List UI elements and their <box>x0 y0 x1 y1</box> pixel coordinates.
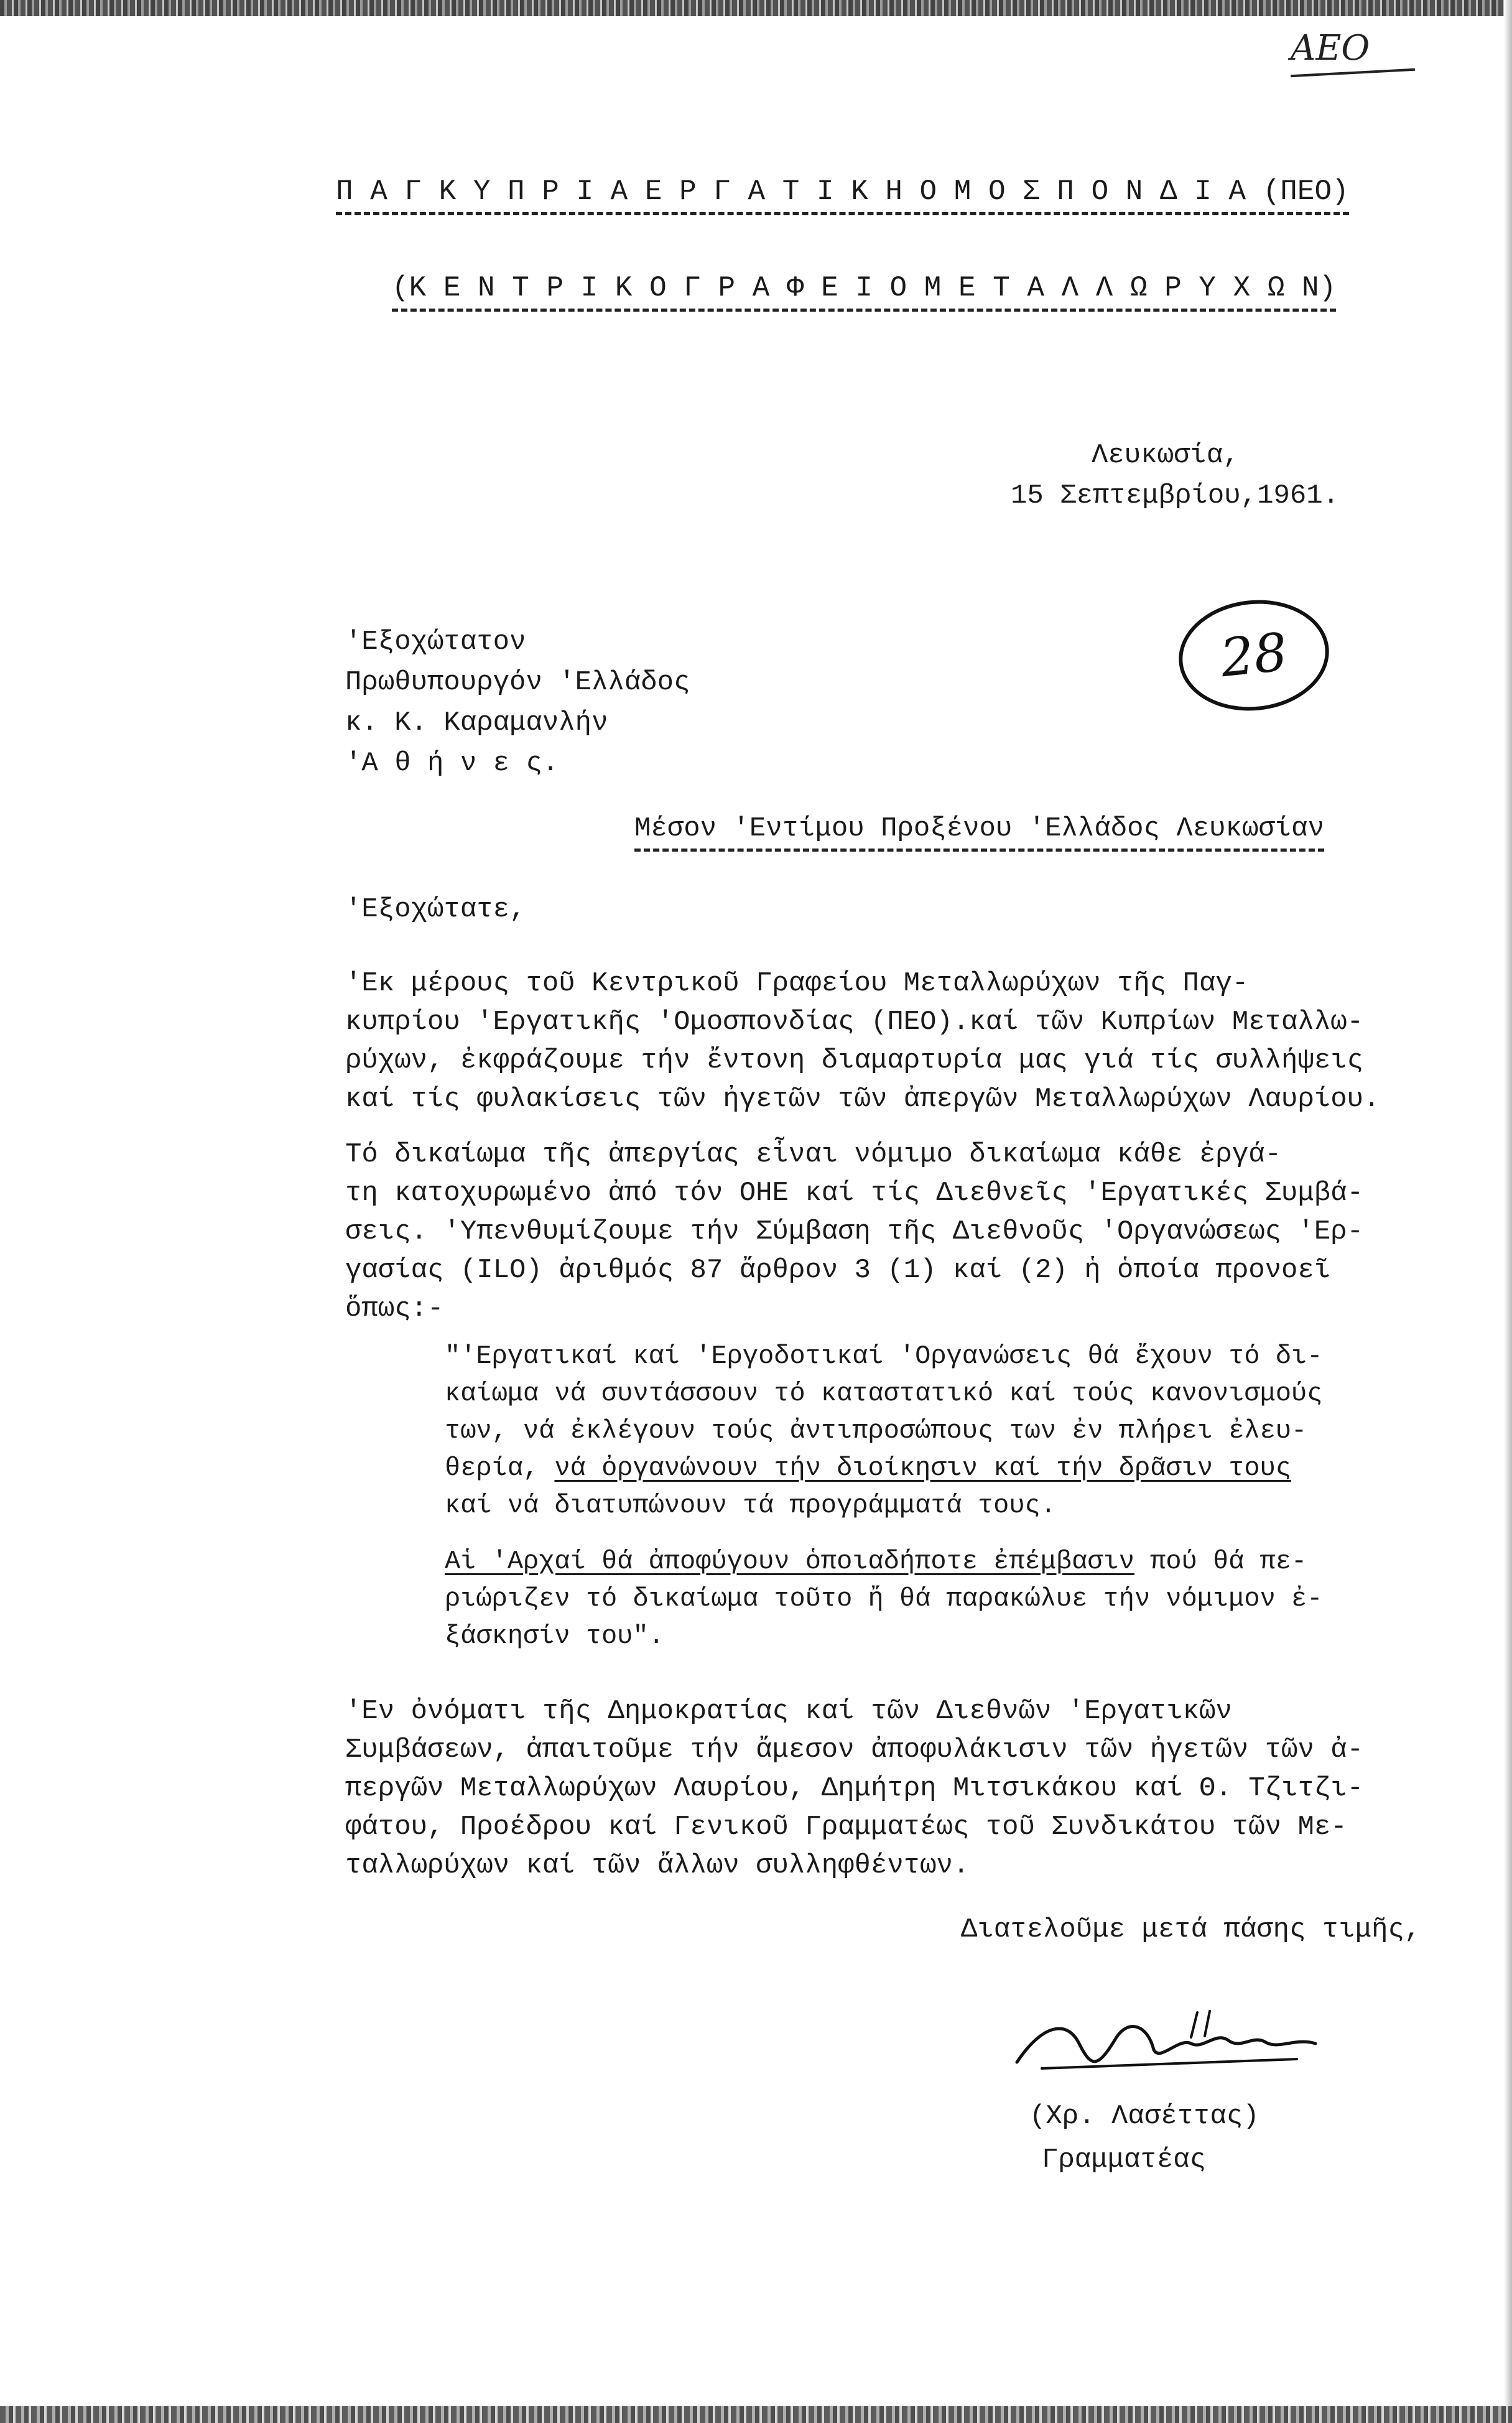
closing-formula: Διατελοῦμε μετά πάσης τιμῆς, <box>961 1914 1421 1945</box>
handwritten-mark-underline <box>1291 68 1415 77</box>
paragraph-3 <box>345 1692 1363 1885</box>
paragraph-2-line: ὅπως:- <box>345 1293 444 1324</box>
salutation: 'Εξοχώτατε, <box>345 894 526 925</box>
quote-underlined-phrase-1: νά ὀργανώνουν τήν διοίκησιν καί τήν δρᾶσιν τους <box>554 1453 1292 1483</box>
file-number: 28 <box>1217 621 1291 689</box>
paragraph-3-line: φάτου, Προέδρου καί Γενικοῦ Γραμματέως τοῦ Συνδικάτου τῶν Με- <box>345 1811 1347 1843</box>
paragraph-3-line: 'Εν ὀνόματι τῆς Δημοκρατίας καί τῶν Διεθνῶν 'Εργατικῶν <box>345 1696 1232 1727</box>
file-number-circle <box>1173 593 1334 718</box>
paragraph-1-line: κυπρίου 'Εργατικῆς 'Ομοσπονδίας (ΠΕΟ).καί τῶν Κυπρίων Μεταλλω- <box>345 1007 1364 1038</box>
paragraph-3-line: περγῶν Μεταλλωρύχων Λαυρίου, Δημήτρη Μιτσικάκου καί Θ. Τζιτζι- <box>345 1773 1364 1804</box>
paragraph-1-line: καί τίς φυλακίσεις τῶν ἠγετῶν τῶν ἀπεργῶν Μεταλλωρύχων Λαυρίου. <box>345 1084 1380 1115</box>
paragraph-2-line: τη κατοχυρωμένο ἀπό τόν ΟΗΕ καί τίς Διεθνεῖς 'Εργατικές Συμβά- <box>345 1178 1364 1209</box>
paragraph-2-line: γασίας (ILO) ἀριθμός 87 ἄρθρον 3 (1) καί (2) ἡ ὁποία προνοεῖ <box>345 1255 1331 1286</box>
recipient-line-3: κ. Κ. Καραμανλήν <box>345 707 608 738</box>
recipient-line-4: 'Α θ ή ν ε ς. <box>345 748 559 779</box>
recipient-line-2: Πρωθυπουργόν 'Ελλάδος <box>345 667 690 698</box>
signatory-name: (Χρ. Λασέττας) <box>1029 2101 1259 2132</box>
paragraph-1-line: 'Εκ μέρους τοῦ Κεντρικοῦ Γραφείου Μεταλλωρύχων τῆς Παγ- <box>345 968 1249 999</box>
quote-line: "'Εργατικαί καί 'Εργοδοτικαί 'Οργανώσεις θά ἔχουν τό δι- <box>445 1341 1323 1371</box>
quote-line <box>445 1449 1322 1487</box>
ilo-quote <box>445 1337 1322 1655</box>
organization-heading: Π Α Γ Κ Υ Π Ρ Ι Α Ε Ρ Γ Α Τ Ι Κ Η Ο Μ Ο Σ Π Ο Ν Δ Ι Α (ΠΕΟ) <box>336 177 1349 215</box>
quote-gap <box>445 1524 1322 1543</box>
quote-line-continuation: πού θά πε- <box>1150 1546 1307 1576</box>
quote-line: ξάσκησίν του". <box>445 1621 664 1651</box>
quote-line: ριώριζεν τό δικαίωμα τοῦτο ἤ θά παρακώλυε τήν νόμιμον ἐ- <box>445 1584 1323 1614</box>
quote-line: καίωμα νά συντάσσουν τό καταστατικό καί τούς κανονισμούς <box>445 1379 1323 1408</box>
place: Λευκωσία, <box>1092 440 1240 471</box>
paragraph-2 <box>345 1135 1363 1328</box>
quote-line: των, νά ἐκλέγουν τούς ἀντιπροσώπους των ἐν πλήρει ἐλευ- <box>445 1416 1307 1446</box>
quote-line: καί νά διατυπώνουν τά προγράμματά τους. <box>445 1491 1056 1520</box>
scan-edge-top <box>0 0 1512 16</box>
scan-edge-right <box>1504 0 1512 2423</box>
paragraph-2-line: σεις. 'Υπενθυμίζουμε τήν Σύμβαση τῆς Διεθνοῦς 'Οργανώσεως 'Ερ- <box>345 1216 1364 1247</box>
handwritten-signature <box>1004 2000 1328 2081</box>
office-heading: (Κ Ε Ν Τ Ρ Ι Κ Ο Γ Ρ Α Φ Ε Ι Ο Μ Ε Τ Α Λ Λ Ω Ρ Υ Χ Ω Ν) <box>392 274 1336 312</box>
quote-underlined-phrase-2: Αἱ 'Αρχαί θά ἀποφύγουν ὁποιαδήποτε ἐπέμβασιν <box>445 1546 1134 1576</box>
handwritten-mark <box>1291 28 1421 72</box>
recipient-line-1: 'Εξοχώτατον <box>345 626 526 658</box>
paragraph-1-line: ρύχων, ἐκφράζουμε τήν ἔντονη διαμαρτυρία μας γιά τίς συλλήψεις <box>345 1045 1364 1076</box>
signatory-title: Γραμματέας <box>1042 2144 1207 2175</box>
date: 15 Σεπτεμβρίου,1961. <box>1011 480 1340 511</box>
paragraph-2-line: Τό δικαίωμα τῆς ἀπεργίας εἶναι νόμιμο δικαίωμα κάθε ἐργά- <box>345 1139 1282 1170</box>
quote-line-start: θερία, <box>445 1453 539 1483</box>
paragraph-3-line: Συμβάσεων, ἀπαιτοῦμε τήν ἄμεσον ἀποφυλάκισιν τῶν ἠγετῶν τῶν ἀ- <box>345 1734 1364 1765</box>
via-consul-line: Μέσον 'Εντίμου Προξένου 'Ελλάδος Λευκωσίαν <box>634 815 1324 852</box>
paragraph-3-line: ταλλωρύχων καί τῶν ἄλλων συλληφθέντων. <box>345 1850 970 1881</box>
paragraph-1 <box>345 964 1380 1118</box>
signature-strokes <box>1004 2000 1328 2081</box>
quote-line <box>445 1543 1322 1580</box>
handwritten-mark-text: ΑΕΟ <box>1291 28 1370 68</box>
scan-edge-bottom <box>0 2406 1512 2423</box>
